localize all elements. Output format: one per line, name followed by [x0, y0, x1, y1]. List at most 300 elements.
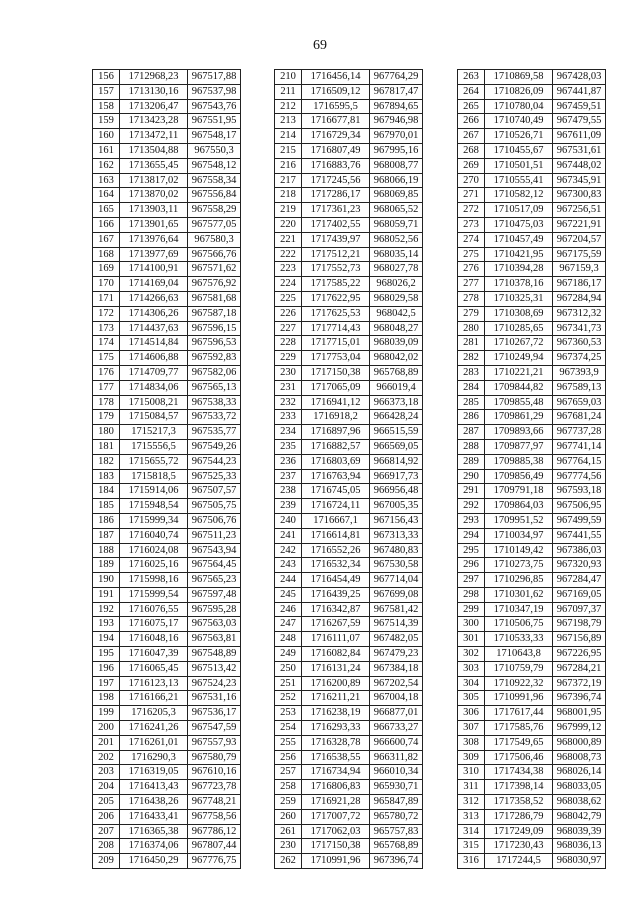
point-number-cell: 273 [458, 217, 485, 232]
y-coordinate-cell: 967894,65 [370, 99, 423, 114]
y-coordinate-cell: 967428,03 [553, 70, 606, 85]
x-coordinate-cell: 1710506,75 [485, 617, 553, 632]
table-row [458, 528, 606, 543]
x-coordinate-cell: 1712968,23 [120, 70, 188, 85]
y-coordinate-cell: 967313,33 [370, 528, 423, 543]
y-coordinate-cell: 965768,89 [370, 365, 423, 380]
x-coordinate-cell: 1717361,23 [302, 203, 370, 218]
point-number-cell: 302 [458, 647, 485, 662]
table-row [93, 365, 241, 380]
point-number-cell: 177 [93, 380, 120, 395]
y-coordinate-cell: 967480,83 [370, 543, 423, 558]
y-coordinate-cell: 967551,95 [188, 114, 241, 129]
x-coordinate-cell: 1710826,09 [485, 84, 553, 99]
y-coordinate-cell: 967563,03 [188, 617, 241, 632]
point-number-cell: 248 [275, 632, 302, 647]
x-coordinate-cell: 1716921,28 [302, 795, 370, 810]
table-row [93, 795, 241, 810]
x-coordinate-cell: 1716131,24 [302, 661, 370, 676]
point-number-cell: 312 [458, 795, 485, 810]
point-number-cell: 289 [458, 454, 485, 469]
y-coordinate-cell: 967564,45 [188, 558, 241, 573]
point-number-cell: 162 [93, 158, 120, 173]
table-row [275, 676, 423, 691]
x-coordinate-cell: 1717358,52 [485, 795, 553, 810]
x-coordinate-cell: 1715999,54 [120, 587, 188, 602]
y-coordinate-cell: 968026,2 [370, 277, 423, 292]
point-number-cell: 281 [458, 336, 485, 351]
x-coordinate-cell: 1710285,65 [485, 321, 553, 336]
x-coordinate-cell: 1714437,63 [120, 321, 188, 336]
x-coordinate-cell: 1717512,21 [302, 247, 370, 262]
table-row [458, 602, 606, 617]
point-number-cell: 223 [275, 262, 302, 277]
point-number-cell: 183 [93, 469, 120, 484]
point-number-cell: 252 [275, 691, 302, 706]
x-coordinate-cell: 1717230,43 [485, 839, 553, 854]
y-coordinate-cell: 967360,53 [553, 336, 606, 351]
table-row [458, 262, 606, 277]
table-row [458, 351, 606, 366]
point-number-cell: 239 [275, 499, 302, 514]
table-row [93, 158, 241, 173]
y-coordinate-cell: 967817,47 [370, 84, 423, 99]
y-coordinate-cell: 967507,57 [188, 484, 241, 499]
x-coordinate-cell: 1716438,26 [120, 795, 188, 810]
y-coordinate-cell: 967999,12 [553, 721, 606, 736]
x-coordinate-cell: 1710457,49 [485, 232, 553, 247]
y-coordinate-cell: 967320,93 [553, 558, 606, 573]
point-number-cell: 240 [275, 513, 302, 528]
point-number-cell: 247 [275, 617, 302, 632]
table-row [93, 854, 241, 869]
point-number-cell: 234 [275, 425, 302, 440]
x-coordinate-cell: 1717585,22 [302, 277, 370, 292]
x-coordinate-cell: 1716267,59 [302, 617, 370, 632]
point-number-cell: 157 [93, 84, 120, 99]
x-coordinate-cell: 1715556,5 [120, 439, 188, 454]
point-number-cell: 173 [93, 321, 120, 336]
y-coordinate-cell: 967582,06 [188, 365, 241, 380]
point-number-cell: 298 [458, 587, 485, 602]
table-row [275, 454, 423, 469]
table-row [93, 543, 241, 558]
y-coordinate-cell: 966010,34 [370, 765, 423, 780]
y-coordinate-cell: 968042,79 [553, 809, 606, 824]
table-row [93, 454, 241, 469]
y-coordinate-cell: 967758,56 [188, 809, 241, 824]
x-coordinate-cell: 1716205,3 [120, 706, 188, 721]
y-coordinate-cell: 967531,61 [553, 143, 606, 158]
x-coordinate-cell: 1715217,3 [120, 425, 188, 440]
x-coordinate-cell: 1717150,38 [302, 365, 370, 380]
x-coordinate-cell: 1715008,21 [120, 395, 188, 410]
point-number-cell: 316 [458, 854, 485, 869]
table-row [275, 573, 423, 588]
table-row [275, 158, 423, 173]
x-coordinate-cell: 1710526,71 [485, 129, 553, 144]
y-coordinate-cell: 967581,68 [188, 291, 241, 306]
table-row [458, 232, 606, 247]
table-row [458, 809, 606, 824]
y-coordinate-cell: 966877,01 [370, 706, 423, 721]
table-row [93, 765, 241, 780]
y-coordinate-cell: 968039,09 [370, 336, 423, 351]
x-coordinate-cell: 1709864,03 [485, 499, 553, 514]
point-number-cell: 178 [93, 395, 120, 410]
y-coordinate-cell: 967595,28 [188, 602, 241, 617]
table-row [93, 188, 241, 203]
point-number-cell: 301 [458, 632, 485, 647]
x-coordinate-cell: 1716413,43 [120, 780, 188, 795]
y-coordinate-cell: 967226,95 [553, 647, 606, 662]
table-row [275, 232, 423, 247]
y-coordinate-cell: 968030,97 [553, 854, 606, 869]
coordinates-table-3 [457, 69, 606, 869]
y-coordinate-cell: 967345,91 [553, 173, 606, 188]
x-coordinate-cell: 1716082,84 [302, 647, 370, 662]
table-row [93, 617, 241, 632]
y-coordinate-cell: 967300,83 [553, 188, 606, 203]
point-number-cell: 291 [458, 484, 485, 499]
point-number-cell: 308 [458, 735, 485, 750]
table-row [458, 691, 606, 706]
table-row [458, 365, 606, 380]
y-coordinate-cell: 967776,75 [188, 854, 241, 869]
y-coordinate-cell: 967593,18 [553, 484, 606, 499]
table-row [275, 84, 423, 99]
point-number-cell: 209 [93, 854, 120, 869]
table-row [458, 70, 606, 85]
x-coordinate-cell: 1710296,85 [485, 573, 553, 588]
x-coordinate-cell: 1710421,95 [485, 247, 553, 262]
y-coordinate-cell: 968052,56 [370, 232, 423, 247]
point-number-cell: 271 [458, 188, 485, 203]
x-coordinate-cell: 1716342,87 [302, 602, 370, 617]
table-row [275, 469, 423, 484]
y-coordinate-cell: 967514,39 [370, 617, 423, 632]
table-row [93, 469, 241, 484]
x-coordinate-cell: 1717150,38 [302, 839, 370, 854]
point-number-cell: 269 [458, 158, 485, 173]
point-number-cell: 311 [458, 780, 485, 795]
x-coordinate-cell: 1717439,97 [302, 232, 370, 247]
point-number-cell: 238 [275, 484, 302, 499]
table-row [458, 129, 606, 144]
point-number-cell: 205 [93, 795, 120, 810]
y-coordinate-cell: 967341,73 [553, 321, 606, 336]
x-coordinate-cell: 1710325,31 [485, 291, 553, 306]
y-coordinate-cell: 967448,02 [553, 158, 606, 173]
point-number-cell: 259 [275, 795, 302, 810]
x-coordinate-cell: 1713130,16 [120, 84, 188, 99]
table-row [93, 484, 241, 499]
table-row [93, 306, 241, 321]
point-number-cell: 172 [93, 306, 120, 321]
y-coordinate-cell: 967565,23 [188, 573, 241, 588]
y-coordinate-cell: 967786,12 [188, 824, 241, 839]
point-number-cell: 230 [275, 839, 302, 854]
table-row [458, 143, 606, 158]
table-row [458, 114, 606, 129]
table-row [275, 188, 423, 203]
x-coordinate-cell: 1716433,41 [120, 809, 188, 824]
point-number-cell: 224 [275, 277, 302, 292]
x-coordinate-cell: 1714100,91 [120, 262, 188, 277]
table-row [458, 854, 606, 869]
y-coordinate-cell: 968042,02 [370, 351, 423, 366]
x-coordinate-cell: 1709861,29 [485, 410, 553, 425]
x-coordinate-cell: 1716552,26 [302, 543, 370, 558]
point-number-cell: 251 [275, 676, 302, 691]
x-coordinate-cell: 1710555,41 [485, 173, 553, 188]
y-coordinate-cell: 967580,3 [188, 232, 241, 247]
x-coordinate-cell: 1717585,76 [485, 721, 553, 736]
x-coordinate-cell: 1717402,55 [302, 217, 370, 232]
table-row [458, 454, 606, 469]
point-number-cell: 278 [458, 291, 485, 306]
point-number-cell: 215 [275, 143, 302, 158]
coordinates-table-2 [274, 69, 423, 869]
y-coordinate-cell: 967202,54 [370, 676, 423, 691]
point-number-cell: 272 [458, 203, 485, 218]
y-coordinate-cell: 967530,58 [370, 558, 423, 573]
table-row [275, 336, 423, 351]
y-coordinate-cell: 967005,35 [370, 499, 423, 514]
point-number-cell: 188 [93, 543, 120, 558]
point-number-cell: 185 [93, 499, 120, 514]
table-row [93, 499, 241, 514]
table-row [458, 291, 606, 306]
y-coordinate-cell: 967549,26 [188, 439, 241, 454]
point-number-cell: 210 [275, 70, 302, 85]
y-coordinate-cell: 967571,62 [188, 262, 241, 277]
y-coordinate-cell: 967312,32 [553, 306, 606, 321]
table-row [275, 602, 423, 617]
y-coordinate-cell: 967548,89 [188, 647, 241, 662]
point-number-cell: 220 [275, 217, 302, 232]
x-coordinate-cell: 1717434,38 [485, 765, 553, 780]
x-coordinate-cell: 1710582,12 [485, 188, 553, 203]
point-number-cell: 268 [458, 143, 485, 158]
table-row [458, 706, 606, 721]
x-coordinate-cell: 1716538,55 [302, 750, 370, 765]
table-row [93, 277, 241, 292]
y-coordinate-cell: 967479,55 [553, 114, 606, 129]
x-coordinate-cell: 1714306,26 [120, 306, 188, 321]
x-coordinate-cell: 1710991,96 [302, 854, 370, 869]
point-number-cell: 315 [458, 839, 485, 854]
y-coordinate-cell: 968008,77 [370, 158, 423, 173]
table-row [275, 291, 423, 306]
point-number-cell: 241 [275, 528, 302, 543]
y-coordinate-cell: 968008,73 [553, 750, 606, 765]
y-coordinate-cell: 967723,78 [188, 780, 241, 795]
y-coordinate-cell: 968027,78 [370, 262, 423, 277]
y-coordinate-cell: 968069,85 [370, 188, 423, 203]
x-coordinate-cell: 1716941,12 [302, 395, 370, 410]
x-coordinate-cell: 1710475,03 [485, 217, 553, 232]
table-row [93, 632, 241, 647]
point-number-cell: 221 [275, 232, 302, 247]
point-number-cell: 184 [93, 484, 120, 499]
y-coordinate-cell: 967004,18 [370, 691, 423, 706]
table-row [458, 203, 606, 218]
y-coordinate-cell: 967610,16 [188, 765, 241, 780]
x-coordinate-cell: 1716897,96 [302, 425, 370, 440]
point-number-cell: 293 [458, 513, 485, 528]
y-coordinate-cell: 967596,15 [188, 321, 241, 336]
point-number-cell: 222 [275, 247, 302, 262]
x-coordinate-cell: 1716724,11 [302, 499, 370, 514]
table-row [458, 558, 606, 573]
x-coordinate-cell: 1715818,5 [120, 469, 188, 484]
point-number-cell: 263 [458, 70, 485, 85]
point-number-cell: 230 [275, 365, 302, 380]
point-number-cell: 270 [458, 173, 485, 188]
y-coordinate-cell: 967548,12 [188, 158, 241, 173]
y-coordinate-cell: 967538,33 [188, 395, 241, 410]
y-coordinate-cell: 965768,89 [370, 839, 423, 854]
table-row [93, 395, 241, 410]
x-coordinate-cell: 1716595,5 [302, 99, 370, 114]
table-row [93, 691, 241, 706]
point-number-cell: 213 [275, 114, 302, 129]
table-row [275, 410, 423, 425]
table-row [275, 765, 423, 780]
x-coordinate-cell: 1716806,83 [302, 780, 370, 795]
point-number-cell: 196 [93, 661, 120, 676]
y-coordinate-cell: 967386,03 [553, 543, 606, 558]
x-coordinate-cell: 1715999,34 [120, 513, 188, 528]
table-row [275, 306, 423, 321]
table-row [275, 839, 423, 854]
point-number-cell: 283 [458, 365, 485, 380]
table-row [275, 824, 423, 839]
point-number-cell: 282 [458, 351, 485, 366]
x-coordinate-cell: 1709856,49 [485, 469, 553, 484]
x-coordinate-cell: 1709877,97 [485, 439, 553, 454]
point-number-cell: 216 [275, 158, 302, 173]
y-coordinate-cell: 967372,19 [553, 676, 606, 691]
table-row [275, 691, 423, 706]
x-coordinate-cell: 1717506,46 [485, 750, 553, 765]
point-number-cell: 285 [458, 395, 485, 410]
x-coordinate-cell: 1713423,28 [120, 114, 188, 129]
y-coordinate-cell: 967517,88 [188, 70, 241, 85]
point-number-cell: 236 [275, 454, 302, 469]
x-coordinate-cell: 1717007,72 [302, 809, 370, 824]
point-number-cell: 156 [93, 70, 120, 85]
table-row [93, 602, 241, 617]
table-row [458, 795, 606, 810]
point-number-cell: 309 [458, 750, 485, 765]
table-row [458, 543, 606, 558]
x-coordinate-cell: 1714169,04 [120, 277, 188, 292]
x-coordinate-cell: 1710759,79 [485, 661, 553, 676]
y-coordinate-cell: 967714,04 [370, 573, 423, 588]
point-number-cell: 255 [275, 735, 302, 750]
table-row [458, 247, 606, 262]
point-number-cell: 267 [458, 129, 485, 144]
point-number-cell: 176 [93, 365, 120, 380]
point-number-cell: 201 [93, 735, 120, 750]
point-number-cell: 182 [93, 454, 120, 469]
x-coordinate-cell: 1716048,16 [120, 632, 188, 647]
point-number-cell: 235 [275, 439, 302, 454]
table-row [458, 425, 606, 440]
y-coordinate-cell: 967946,98 [370, 114, 423, 129]
point-number-cell: 314 [458, 824, 485, 839]
y-coordinate-cell: 965757,83 [370, 824, 423, 839]
table-row [275, 425, 423, 440]
table-row [93, 143, 241, 158]
x-coordinate-cell: 1710517,09 [485, 203, 553, 218]
y-coordinate-cell: 965780,72 [370, 809, 423, 824]
x-coordinate-cell: 1710394,28 [485, 262, 553, 277]
y-coordinate-cell: 967159,3 [553, 262, 606, 277]
point-number-cell: 243 [275, 558, 302, 573]
point-number-cell: 192 [93, 602, 120, 617]
y-coordinate-cell: 967393,9 [553, 365, 606, 380]
y-coordinate-cell: 966515,59 [370, 425, 423, 440]
x-coordinate-cell: 1717625,53 [302, 306, 370, 321]
point-number-cell: 306 [458, 706, 485, 721]
point-number-cell: 169 [93, 262, 120, 277]
point-number-cell: 187 [93, 528, 120, 543]
point-number-cell: 277 [458, 277, 485, 292]
table-row [93, 676, 241, 691]
point-number-cell: 284 [458, 380, 485, 395]
table-row [275, 114, 423, 129]
x-coordinate-cell: 1710034,97 [485, 528, 553, 543]
y-coordinate-cell: 966019,4 [370, 380, 423, 395]
table-row [458, 410, 606, 425]
y-coordinate-cell: 967525,33 [188, 469, 241, 484]
x-coordinate-cell: 1717286,79 [485, 809, 553, 824]
table-row [93, 824, 241, 839]
point-number-cell: 204 [93, 780, 120, 795]
x-coordinate-cell: 1710455,67 [485, 143, 553, 158]
y-coordinate-cell: 967699,08 [370, 587, 423, 602]
point-number-cell: 166 [93, 217, 120, 232]
table-row [458, 158, 606, 173]
x-coordinate-cell: 1715914,06 [120, 484, 188, 499]
y-coordinate-cell: 967659,03 [553, 395, 606, 410]
table-row [93, 380, 241, 395]
point-number-cell: 200 [93, 721, 120, 736]
point-number-cell: 286 [458, 410, 485, 425]
y-coordinate-cell: 966733,27 [370, 721, 423, 736]
table-row [458, 839, 606, 854]
table-row [275, 395, 423, 410]
table-row [275, 247, 423, 262]
x-coordinate-cell: 1716025,16 [120, 558, 188, 573]
x-coordinate-cell: 1713655,45 [120, 158, 188, 173]
point-number-cell: 203 [93, 765, 120, 780]
x-coordinate-cell: 1716065,45 [120, 661, 188, 676]
table-row [275, 809, 423, 824]
table-row [458, 632, 606, 647]
point-number-cell: 218 [275, 188, 302, 203]
table-row [93, 173, 241, 188]
y-coordinate-cell: 967524,23 [188, 676, 241, 691]
y-coordinate-cell: 967511,23 [188, 528, 241, 543]
page-number: 69 [313, 38, 327, 53]
x-coordinate-cell: 1714606,88 [120, 351, 188, 366]
x-coordinate-cell: 1715084,57 [120, 410, 188, 425]
x-coordinate-cell: 1717245,56 [302, 173, 370, 188]
